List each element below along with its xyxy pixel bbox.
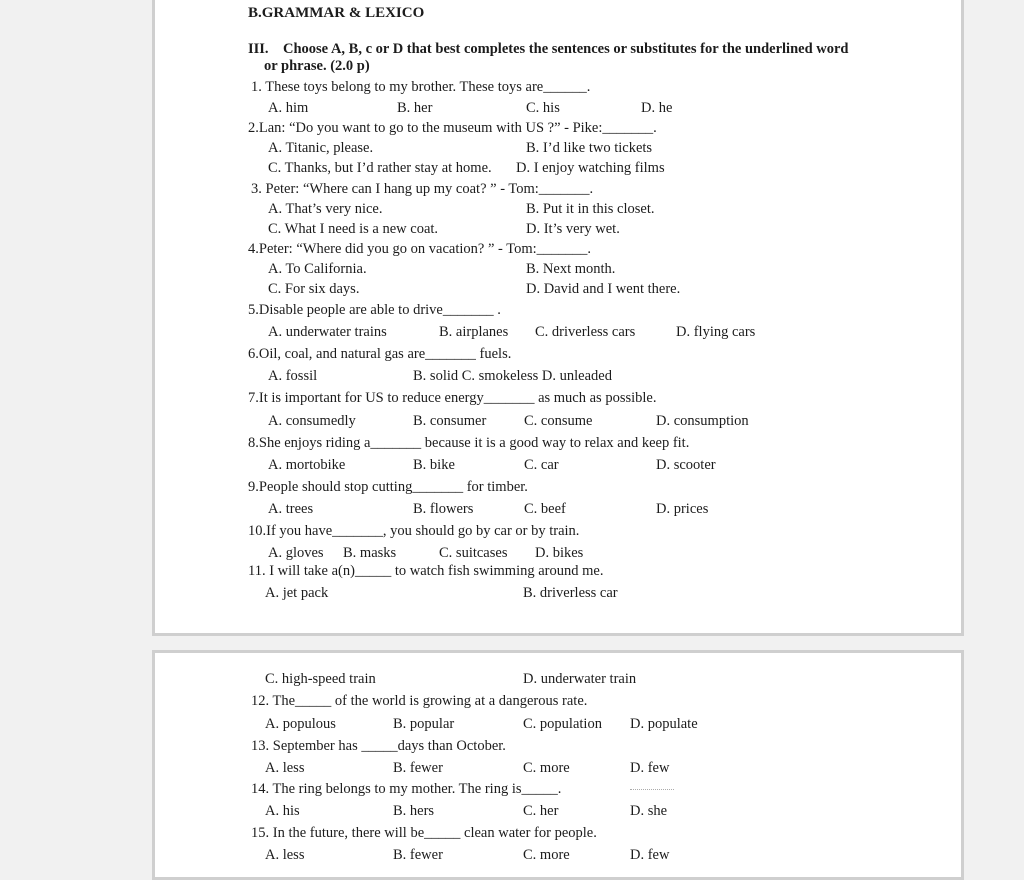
option-c[interactable]: C. suitcases	[439, 545, 508, 561]
option-c[interactable]: C. Thanks, but I’d rather stay at home.	[268, 160, 492, 176]
option-a[interactable]: A. populous	[265, 716, 336, 732]
option-a[interactable]: A. gloves	[268, 545, 324, 561]
option-c[interactable]: C. his	[526, 100, 560, 116]
option-d[interactable]: D. David and I went there.	[526, 281, 681, 297]
option-a[interactable]: A. Titanic, please.	[268, 140, 374, 156]
option-b[interactable]: B. her	[397, 100, 433, 116]
option-b[interactable]: B. consumer	[413, 413, 487, 429]
option-d[interactable]: D. few	[630, 760, 670, 776]
question-stem: 1. These toys belong to my brother. These toys are______.	[251, 79, 591, 95]
option-c[interactable]: C. high-speed train	[265, 671, 376, 687]
option-a[interactable]: A. less	[265, 847, 305, 863]
question-stem: 5.Disable people are able to drive_______ .	[248, 302, 501, 318]
option-b[interactable]: B. I’d like two tickets	[526, 140, 653, 156]
option-c[interactable]: C. population	[523, 716, 602, 732]
option-c[interactable]: C. consume	[524, 413, 593, 429]
option-c[interactable]: C. more	[523, 760, 570, 776]
option-d[interactable]: D. underwater train	[523, 671, 637, 687]
instruction-number: III.	[248, 41, 269, 57]
option-a[interactable]: A. consumedly	[268, 413, 356, 429]
option-d[interactable]: D. bikes	[535, 545, 584, 561]
option-d[interactable]: D. scooter	[656, 457, 716, 473]
option-a[interactable]: A. less	[265, 760, 305, 776]
option-d[interactable]: D. populate	[630, 716, 698, 732]
option-c[interactable]: C. driverless cars	[535, 324, 636, 340]
option-d[interactable]: D. I enjoy watching films	[516, 160, 665, 176]
question-stem: 12. The_____ of the world is growing at a dangerous rate.	[251, 693, 588, 709]
option-a[interactable]: A. his	[265, 803, 300, 819]
option-b[interactable]: B. fewer	[393, 847, 443, 863]
option-c[interactable]: C. For six days.	[268, 281, 360, 297]
option-a[interactable]: A. underwater trains	[268, 324, 387, 340]
option-d[interactable]: D. he	[641, 100, 673, 116]
option-b[interactable]: B. Next month.	[526, 261, 616, 277]
option-a[interactable]: A. mortobike	[268, 457, 346, 473]
option-b[interactable]: B. fewer	[393, 760, 443, 776]
question-stem: 4.Peter: “Where did you go on vacation? ” - Tom:_______.	[248, 241, 592, 257]
option-c[interactable]: C. more	[523, 847, 570, 863]
option-b[interactable]: B. masks	[343, 545, 397, 561]
option-a[interactable]: A. To California.	[268, 261, 367, 277]
option-b[interactable]: B. hers	[393, 803, 435, 819]
option-a[interactable]: A. That’s very nice.	[268, 201, 383, 217]
option-a[interactable]: A. fossil	[268, 368, 318, 384]
option-d[interactable]: D. few	[630, 847, 670, 863]
question-stem: 14. The ring belongs to my mother. The ring is_____.	[251, 781, 562, 797]
option-c[interactable]: C. beef	[524, 501, 566, 517]
option-d[interactable]: D. consumption	[656, 413, 749, 429]
question-stem: 2.Lan: “Do you want to go to the museum with US ?” - Pike:_______.	[248, 120, 657, 136]
option-b[interactable]: B. bike	[413, 457, 455, 473]
option-a[interactable]: A. him	[268, 100, 309, 116]
option-bcd[interactable]: B. solid C. smokeless D. unleaded	[413, 368, 612, 384]
option-c[interactable]: C. her	[523, 803, 559, 819]
question-stem: 8.She enjoys riding a_______ because it is a good way to relax and keep fit.	[248, 435, 690, 451]
option-d[interactable]: D. she	[630, 803, 668, 819]
question-stem: 15. In the future, there will be_____ clean water for people.	[251, 825, 597, 841]
instruction-text-cont: or phrase. (2.0 p)	[264, 58, 370, 74]
option-b[interactable]: B. airplanes	[439, 324, 509, 340]
option-b[interactable]: B. popular	[393, 716, 455, 732]
question-stem: 10.If you have_______, you should go by car or by train.	[248, 523, 580, 539]
option-d[interactable]: D. It’s very wet.	[526, 221, 620, 237]
question-stem: 13. September has _____days than October.	[251, 738, 506, 754]
option-a[interactable]: A. jet pack	[265, 585, 329, 601]
document-page-2	[152, 650, 964, 880]
option-d[interactable]: D. flying cars	[676, 324, 756, 340]
instruction-text: Choose A, B, c or D that best completes the sentences or substitutes for the underlined word	[283, 41, 849, 57]
option-b[interactable]: B. flowers	[413, 501, 474, 517]
question-stem: 3. Peter: “Where can I hang up my coat? ” - Tom:_______.	[251, 181, 594, 197]
option-a[interactable]: A. trees	[268, 501, 314, 517]
question-stem: 11. I will take a(n)_____ to watch fish swimming around me.	[248, 563, 604, 579]
option-b[interactable]: B. Put it in this closet.	[526, 201, 655, 217]
faint-mark	[630, 789, 674, 794]
question-stem: 7.It is important for US to reduce energy_______ as much as possible.	[248, 390, 657, 406]
question-stem: 6.Oil, coal, and natural gas are_______ fuels.	[248, 346, 512, 362]
option-b[interactable]: B. driverless car	[523, 585, 618, 601]
option-d[interactable]: D. prices	[656, 501, 709, 517]
document-page-1	[152, 0, 964, 636]
option-c[interactable]: C. car	[524, 457, 559, 473]
section-title: B.GRAMMAR & LEXICO	[248, 5, 425, 21]
question-stem: 9.People should stop cutting_______ for timber.	[248, 479, 528, 495]
option-c[interactable]: C. What I need is a new coat.	[268, 221, 439, 237]
